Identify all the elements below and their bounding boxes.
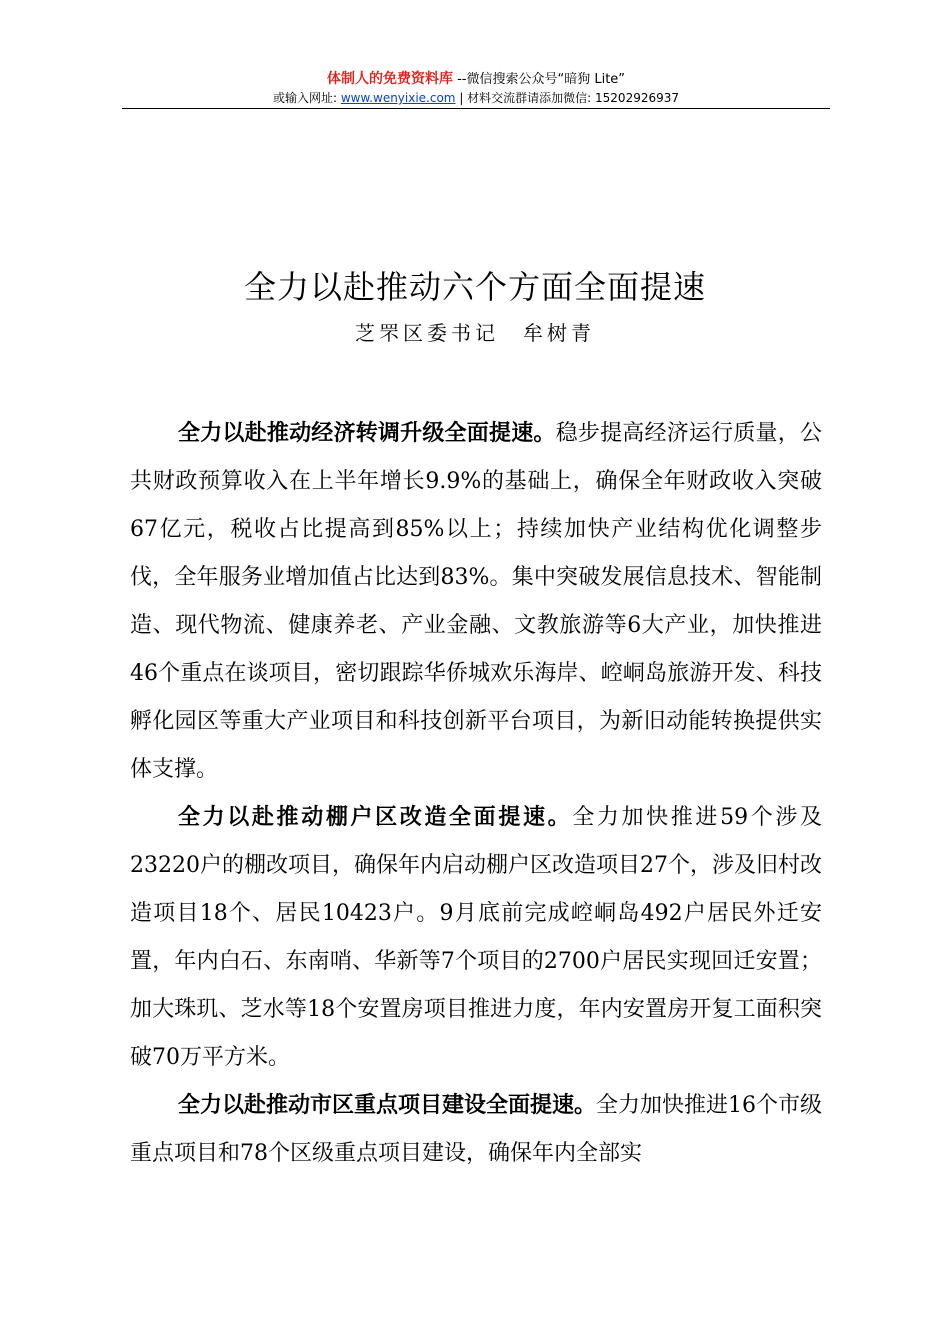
header-divider bbox=[122, 108, 830, 109]
header-line-2 bbox=[122, 89, 830, 107]
paragraph-text: 稳步提高经济运行质量，公共财政预算收入在上半年增长9.9%的基础上，确保全年财政收入突破67亿元，税收占比提高到85%以上；持续加快产业结构优化调整步伐，全年服务业增加值占比达到83%。集中突破发展信息技术、智能制造、现代物流、健康养老、产业金融、文教旅游等6大产业，加快推进46个重点在谈项目，密切跟踪华侨城欢乐海岸、崆峒岛旅游开发、科技孵化园区等重大产业项目和科技创新平台项目，为新旧动能转换提供实体支撑。 bbox=[130, 421, 822, 782]
wechat-note: --微信搜索公众号“暗狗 Lite” bbox=[452, 72, 626, 87]
contact-info: | 材料交流群请添加微信: 15202926937 bbox=[455, 91, 680, 105]
author-role: 芝罘区委书记 bbox=[355, 321, 499, 345]
paragraph-lead: 全力以赴推动市区重点项目建设全面提速。 bbox=[178, 1093, 597, 1118]
paragraph bbox=[130, 794, 822, 1082]
header-line-1 bbox=[122, 70, 830, 89]
paragraph bbox=[130, 410, 822, 794]
paragraph-text: 全力加快推进59个涉及23220户的棚改项目，确保年内启动棚户区改造项目27个，涉及旧村改造项目18个、居民10423户。9月底前完成崆峒岛492户居民外迁安置，年内白石、东南哨、华新等7个项目的2700户居民实现回迁安置；加大珠玑、芝水等18个安置房项目推进力度，年内安置房开复工面积突破70万平方米。 bbox=[130, 805, 822, 1070]
document-body bbox=[130, 410, 822, 1178]
paragraph-lead: 全力以赴推动经济转调升级全面提速。 bbox=[178, 421, 556, 446]
website-link[interactable]: www.wenyixie.com bbox=[340, 91, 456, 105]
document-title: 全力以赴推动六个方面全面提速 bbox=[243, 268, 706, 306]
url-prefix: 或输入网址: bbox=[272, 91, 341, 105]
brand-name: 体制人的免费资料库 bbox=[326, 71, 453, 87]
author-name: 牟树青 bbox=[523, 321, 595, 345]
paragraph-text: 全力加快推进16个市级重点项目和78个区级重点项目建设，确保年内全部实 bbox=[130, 1093, 823, 1166]
paragraph bbox=[130, 1082, 822, 1178]
paragraph-lead: 全力以赴推动棚户区改造全面提速。 bbox=[178, 805, 573, 830]
byline bbox=[0, 319, 950, 347]
source-header bbox=[122, 70, 830, 107]
